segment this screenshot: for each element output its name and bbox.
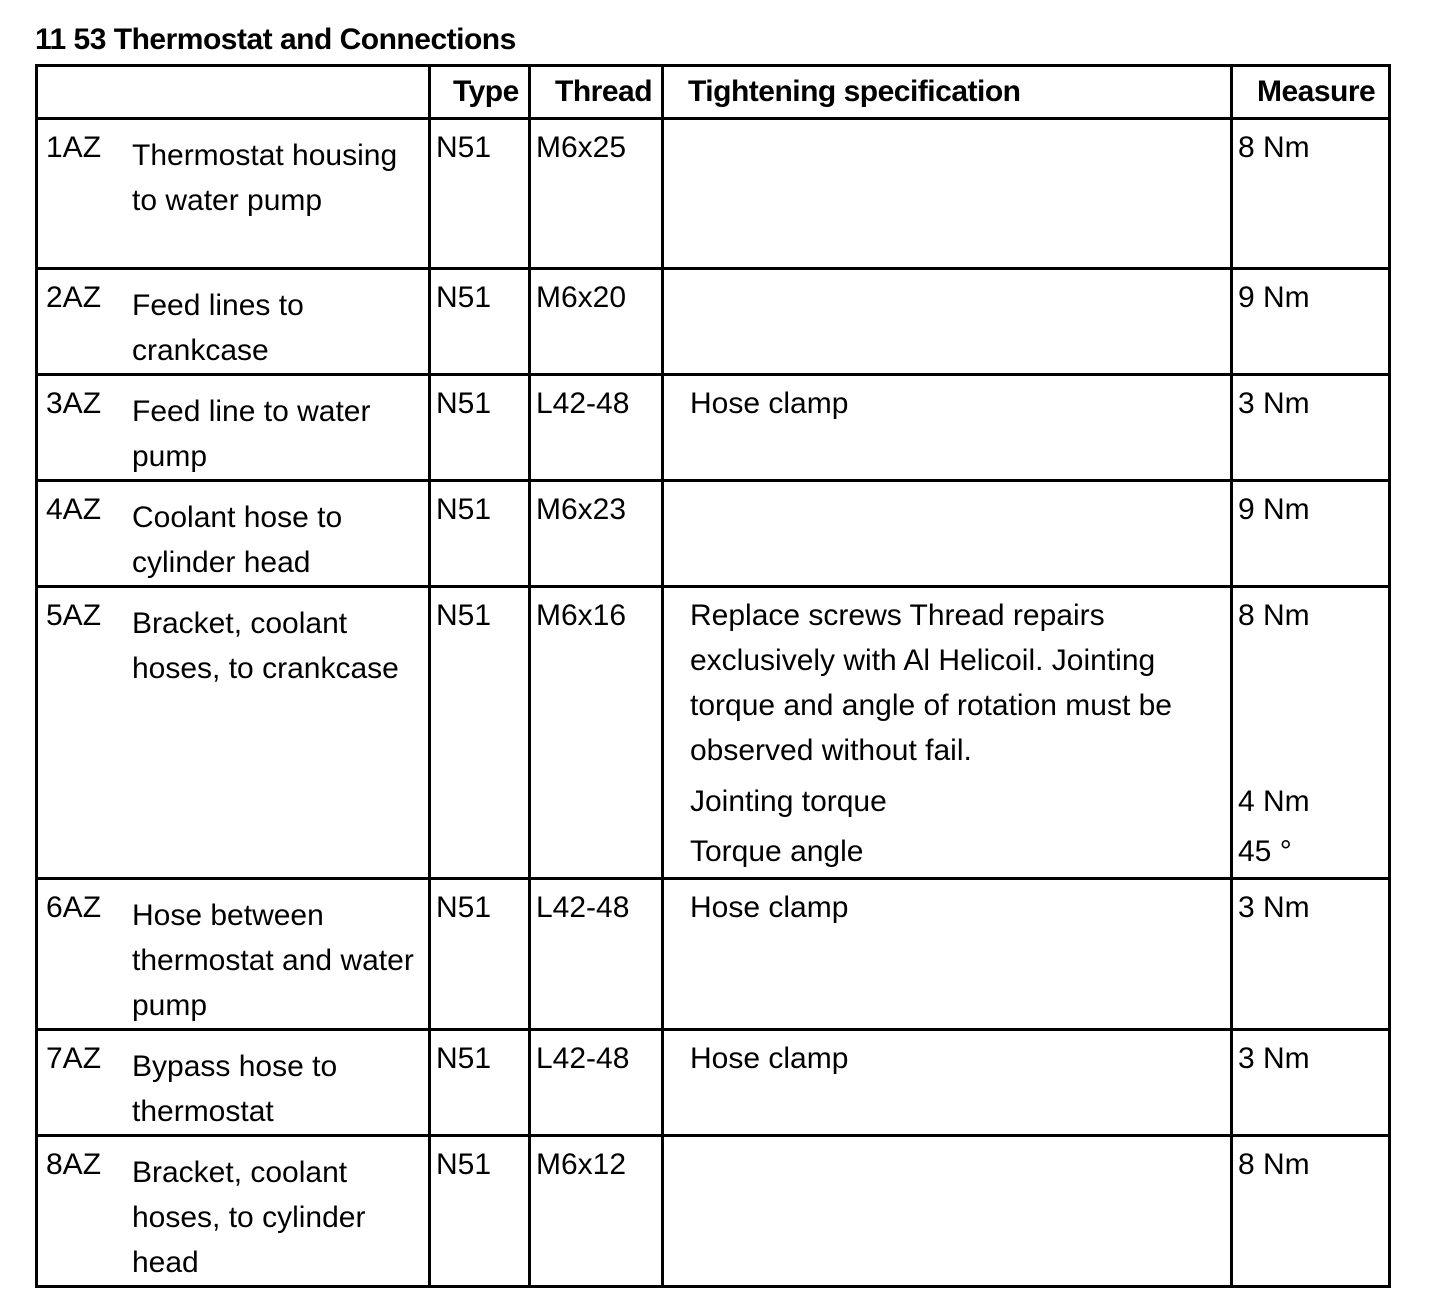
page-title: 11 53 Thermostat and Connections	[35, 23, 516, 56]
cell-measure	[1232, 587, 1390, 879]
cell-type: N51	[430, 481, 530, 587]
position-description: Bracket, coolant hoses, to cylinder head	[132, 1156, 366, 1279]
cell-spec	[663, 481, 1232, 587]
table-row	[37, 269, 1390, 375]
cell-spec: Hose clamp	[663, 375, 1232, 481]
tightening-spec-table	[35, 64, 1391, 1288]
position-id: 7AZ	[46, 1042, 102, 1075]
cell-measure: 3 Nm	[1232, 375, 1390, 481]
sub-spec-value-jointing-torque: 4 Nm	[1238, 785, 1310, 818]
cell-type: N51	[430, 1030, 530, 1136]
header-tightening-spec: Tightening specification	[663, 66, 1232, 119]
spec-instructions: Replace screws Thread repairs exclusively with Al Helicoil. Jointing torque and angle of rotation must be observed without fail.	[690, 599, 1172, 767]
position-id: 8AZ	[46, 1148, 102, 1181]
cell-thread: L42-48	[530, 375, 663, 481]
position-description: Bypass hose to thermostat	[132, 1050, 338, 1128]
cell-type: N51	[430, 269, 530, 375]
cell-thread: M6x16	[530, 587, 663, 879]
table-row	[37, 587, 1390, 879]
table-header-row	[37, 66, 1390, 119]
cell-thread: L42-48	[530, 879, 663, 1030]
cell-thread: M6x25	[530, 119, 663, 269]
cell-measure: 3 Nm	[1232, 1030, 1390, 1136]
cell-type: N51	[430, 879, 530, 1030]
sub-spec-value-torque-angle: 45 °	[1238, 835, 1292, 868]
cell-spec	[663, 587, 1232, 879]
cell-thread: M6x23	[530, 481, 663, 587]
header-type: Type	[430, 66, 530, 119]
cell-spec	[663, 119, 1232, 269]
header-position	[37, 66, 430, 119]
cell-type: N51	[430, 1136, 530, 1287]
cell-measure: 8 Nm	[1232, 119, 1390, 269]
position-id: 2AZ	[46, 281, 102, 314]
header-thread: Thread	[530, 66, 663, 119]
cell-type: N51	[430, 375, 530, 481]
cell-position	[37, 587, 430, 879]
cell-spec	[663, 269, 1232, 375]
position-description: Feed line to water pump	[132, 395, 371, 473]
table-row	[37, 481, 1390, 587]
table-row	[37, 1030, 1390, 1136]
position-description: Bracket, coolant hoses, to crankcase	[132, 607, 399, 685]
cell-position	[37, 879, 430, 1030]
position-id: 3AZ	[46, 387, 102, 420]
cell-position	[37, 119, 430, 269]
sub-spec-label-torque-angle: Torque angle	[690, 835, 864, 868]
cell-thread: M6x20	[530, 269, 663, 375]
position-description: Hose between thermostat and water pump	[132, 899, 414, 1022]
cell-spec: Hose clamp	[663, 1030, 1232, 1136]
table-row	[37, 119, 1390, 269]
position-id: 4AZ	[46, 493, 102, 526]
cell-measure: 9 Nm	[1232, 481, 1390, 587]
table-row	[37, 879, 1390, 1030]
cell-position	[37, 481, 430, 587]
cell-measure: 9 Nm	[1232, 269, 1390, 375]
position-id: 5AZ	[46, 599, 102, 632]
table-row	[37, 375, 1390, 481]
table-row	[37, 1136, 1390, 1287]
cell-position	[37, 1030, 430, 1136]
position-description: Coolant hose to cylinder head	[132, 501, 343, 579]
position-id: 6AZ	[46, 891, 102, 924]
cell-measure: 3 Nm	[1232, 879, 1390, 1030]
cell-type: N51	[430, 587, 530, 879]
cell-thread: L42-48	[530, 1030, 663, 1136]
sub-spec-label-jointing-torque: Jointing torque	[690, 785, 887, 818]
cell-thread: M6x12	[530, 1136, 663, 1287]
cell-type: N51	[430, 119, 530, 269]
cell-spec	[663, 1136, 1232, 1287]
cell-spec: Hose clamp	[663, 879, 1232, 1030]
position-description: Thermostat housing to water pump	[132, 139, 398, 217]
measure-value: 8 Nm	[1238, 599, 1310, 632]
position-id: 1AZ	[46, 131, 102, 164]
cell-position	[37, 269, 430, 375]
cell-measure: 8 Nm	[1232, 1136, 1390, 1287]
cell-position	[37, 375, 430, 481]
header-measure: Measure	[1232, 66, 1390, 119]
position-description: Feed lines to crankcase	[132, 289, 304, 367]
cell-position	[37, 1136, 430, 1287]
